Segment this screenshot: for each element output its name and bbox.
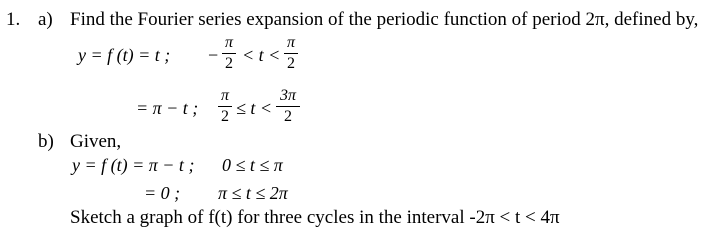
frac-denominator: 2 <box>287 55 295 72</box>
part-a-label: a) <box>38 9 53 30</box>
part-a-eq1-mid: < t < <box>242 45 281 65</box>
part-b-eq1-lhs: y = f (t) = π − t ; <box>72 155 195 175</box>
part-b-eq1-range: 0 ≤ t ≤ π <box>222 155 283 175</box>
part-a-eq1-minus: − <box>208 45 219 65</box>
frac-numerator: π <box>224 34 233 51</box>
frac-numerator: π <box>286 34 295 51</box>
frac-denominator: 2 <box>225 55 233 72</box>
part-a-eq1-frac-left <box>222 34 236 73</box>
part-b-intro: Given, <box>70 131 122 152</box>
part-b-eq2-lhs: = 0 ; <box>144 183 181 203</box>
part-b-eq2-range: π ≤ t ≤ 2π <box>218 183 288 203</box>
part-a-intro: Find the Fourier series expansion of the periodic function of period 2π, defined by, <box>70 9 699 30</box>
part-b-label: b) <box>38 131 54 152</box>
frac-numerator: π <box>220 87 229 104</box>
frac-numerator: 3π <box>279 87 296 104</box>
part-a-eq1-lhs: y = f (t) = t ; <box>78 45 171 65</box>
part-a-eq2-mid: ≤ t < <box>236 98 273 118</box>
part-a-eq2-frac-left <box>218 87 232 126</box>
question-number: 1. <box>6 9 21 30</box>
frac-denominator: 2 <box>221 108 229 125</box>
part-a-eq2-lhs: = π − t ; <box>136 98 199 118</box>
frac-denominator: 2 <box>284 108 292 125</box>
part-a-eq1-frac-right <box>284 34 298 73</box>
part-a-eq2-frac-right <box>276 87 300 126</box>
part-b-instruction: Sketch a graph of f(t) for three cycles in the interval -2π < t < 4π <box>70 207 560 228</box>
